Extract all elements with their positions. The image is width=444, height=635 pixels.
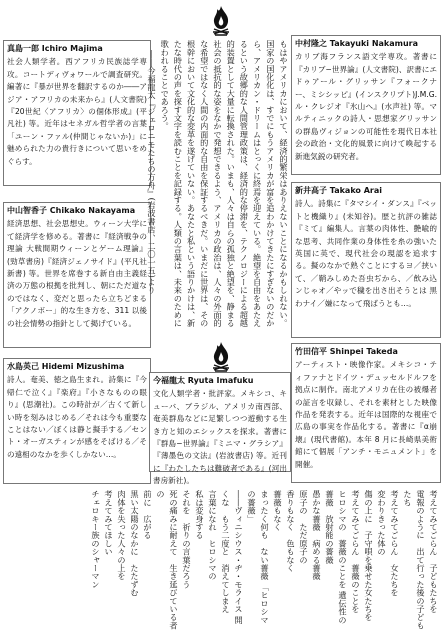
bio-arai <box>295 185 437 310</box>
bio-name: 中山智香子 Chikako Nakayama <box>7 206 136 215</box>
bio-nakamura <box>295 38 437 163</box>
quote-block <box>146 40 290 332</box>
bio-majima <box>7 43 147 168</box>
poem-title: 「ヒロシマの薔薇」 <box>247 490 270 624</box>
bio-name: 中村隆之 Takayuki Nakamura <box>295 39 419 48</box>
flame-icon <box>209 5 233 37</box>
bio-name: 水島英己 Hidemi Mizushima <box>7 362 125 371</box>
bio-text: 経済思想、社会思想史。ウィーン大学にて経済学を修める。著書に『経済戦争の理論 大戦間期ウィーンとゲーム理論』(勁草書房)『経済ジェノサイド』(平凡社新書) 等。世界を席巻する新自由主義経済の万態の根拠を批判し、朝にただ道なのではなく、変だと思ったら立ちどまる「アクノボー」的な生き方を、311 以後の社会情勢の指針として掲げている。 <box>7 219 147 328</box>
flame-icon <box>209 341 233 373</box>
quote-body: もはやアメリカにおいて、経済的繁栄はありえないことになるかもしれない。国家の国化化は、すでにもうアメリカが富を追わかけてきたにすぎないのだから、アメリカン・ドリームはとっくに終焉を迎えている。絶望を自由をあたえるという故郷的な人間管理政策は、経済的な停滞を、テクノロジーによる超越的装置として大量に転換された。いまも、人々は自らの孤独と絶望を、静まる社会の抵抗的な姿をなかで発想できるよう、アメリカの政治は、人々の外面的な希望ではなく人間の内面的な自由を保証するべきだ。いまだに世界は、その根幹において文化的な変革を遂げていない。あなたと私という語りかけは、新たな時代の声を探す文字を読むことを記録する。人類の言葉は、未来のために歌われることであろう。 <box>160 40 289 327</box>
poem-author: ――ヴィニシウス・ヂ・モライス <box>234 490 244 613</box>
bio-name: 竹田信平 Shinpei Takeda <box>295 347 398 356</box>
bio-text: カリブ海フランス語文学専攻。著書に『カリブ−世界論』(人文書院)、訳書にエドゥアール・グリッサン『フォークナー、ミシシッピ』(インスクリプト)J.M.G.ル・クレジオ『氷山へ』(水声社) 等。マルティニックの詩人・思想家グリッサンの群島ヴィジョンの可能性を現代日本社会の政治・文化的風景に向けて喚起する新進気鋭の研究者。 <box>295 52 437 161</box>
bio-text: アーティスト・映像作家。メキシコ・ティファナとドイツ・デュッセルドルフを拠点に制作。南北アメリカ在住の被爆者の証言を収録し、それを素材とした映像作品を発表する。近年は国際的な視座で広島の事実を作品化する。著書に『α崩壊』(現代書館)。本年 8 月に長崎県美術館にて個展「アンチ・モニュメント」を開催。 <box>295 360 437 469</box>
poem-stanza-2: 遺伝性の薔薇 放射能の薔薇 愚かな薔薇 病める薔薇 原子の ただ原子の 香りもなく 色もなく 薔薇もなく まったく何も ない薔薇 <box>260 490 348 624</box>
bio-name: 今福龍太 Ryuta Imafuku <box>153 376 254 385</box>
bio-mizushima <box>7 361 147 461</box>
poem-stanza-3: 開くな もう二度と 消えてしまえ 言葉になれ ヒロシマの 私は変身する それを 祈りの言葉だろう 死の痛みに耐えて 生き延びている者の 前に 広がる 黒い太陽のなかに たたずむ 肉体を失った人々の上を 考えてみてほしい チェロキー族のシャーマン <box>91 490 244 630</box>
bio-text: 文化人類学者・批評家。メキシコ、キューバ、ブラジル、アメリカ南西部、奄美群島などに足繁しつつ遊動する生き方と知のエシックスを探求。著書に『群島−世界論』『ミニマ・グラシア』『薄墨色の文法』(岩波書店) 等。近刊に『わたしたちは難破者である』(河出書房新社)。 <box>153 389 287 486</box>
bio-text: 詩人。奄美、徳之島生まれ。詩集に『今帰仁で泣く』『楽府』『小さなものの眼り』(思潮社)。この時計が／古くて新しい時を刻みはじめる／それは今も重要なことはない／ぼくは静と擬手する／セント・オーガスティンが感をそばける／その遠相のなかを歩くしかない…。 <box>7 375 147 459</box>
bio-name: 真島一郎 Ichiro Majima <box>7 44 103 53</box>
bio-takeda <box>295 346 437 471</box>
bio-name: 新井高子 Takako Arai <box>295 186 382 195</box>
poem-block <box>4 490 440 630</box>
bio-text: 詩人。詩集に『タマシイ・ダンス』『ベットと機織り』(未知谷)。歴と抗評の雑誌『ミて』編集人。言葉の肉体性、艶喩的な思考、共同作業の身体性を糸の強いた英国に英で、現代社会の現認を追求する。擬のなかで熟ぐことにするヨ／挟いて、／鞘みしめた吾虫ぢから、／飲み込ンじゃオ／やッで穢を出さ出そうとは 黒わナイ／嫌になって飛ばうとも…。 <box>295 199 437 308</box>
quote-attribution: ――今福龍太『ジェロニモたちの方舟』(岩波書店、二〇一五)より <box>146 50 157 295</box>
bio-text: 社会人類学者。西アフリカ民族誌学専攻。コートディヴォワールで調査研究。編著に『暴が世界を翻訳するのか――アジア・アフリカの未来から』(人文書院)『20世紀〈アフリカ〉の個体形成』(平凡社) 等。近年はセネガル哲学者の言葉「ユーン・ファル(仲間じゃないか)」に魅められた力の貴行きについて思いをめぐらす。 <box>7 57 147 166</box>
bio-imafuku <box>153 375 287 488</box>
poem-stanza-1: 考えてみてごらん 子どもたちを 電報のように 出て行った後の子どもたち 考えてみてごらん 女たちを 変わりきった体の 傷の上に 子守唄を乗せた女たちを 考えてみてごらん 薔薇のことを ヒロシマの 薔薇のことを <box>338 490 439 630</box>
bio-nakayama <box>7 205 147 330</box>
